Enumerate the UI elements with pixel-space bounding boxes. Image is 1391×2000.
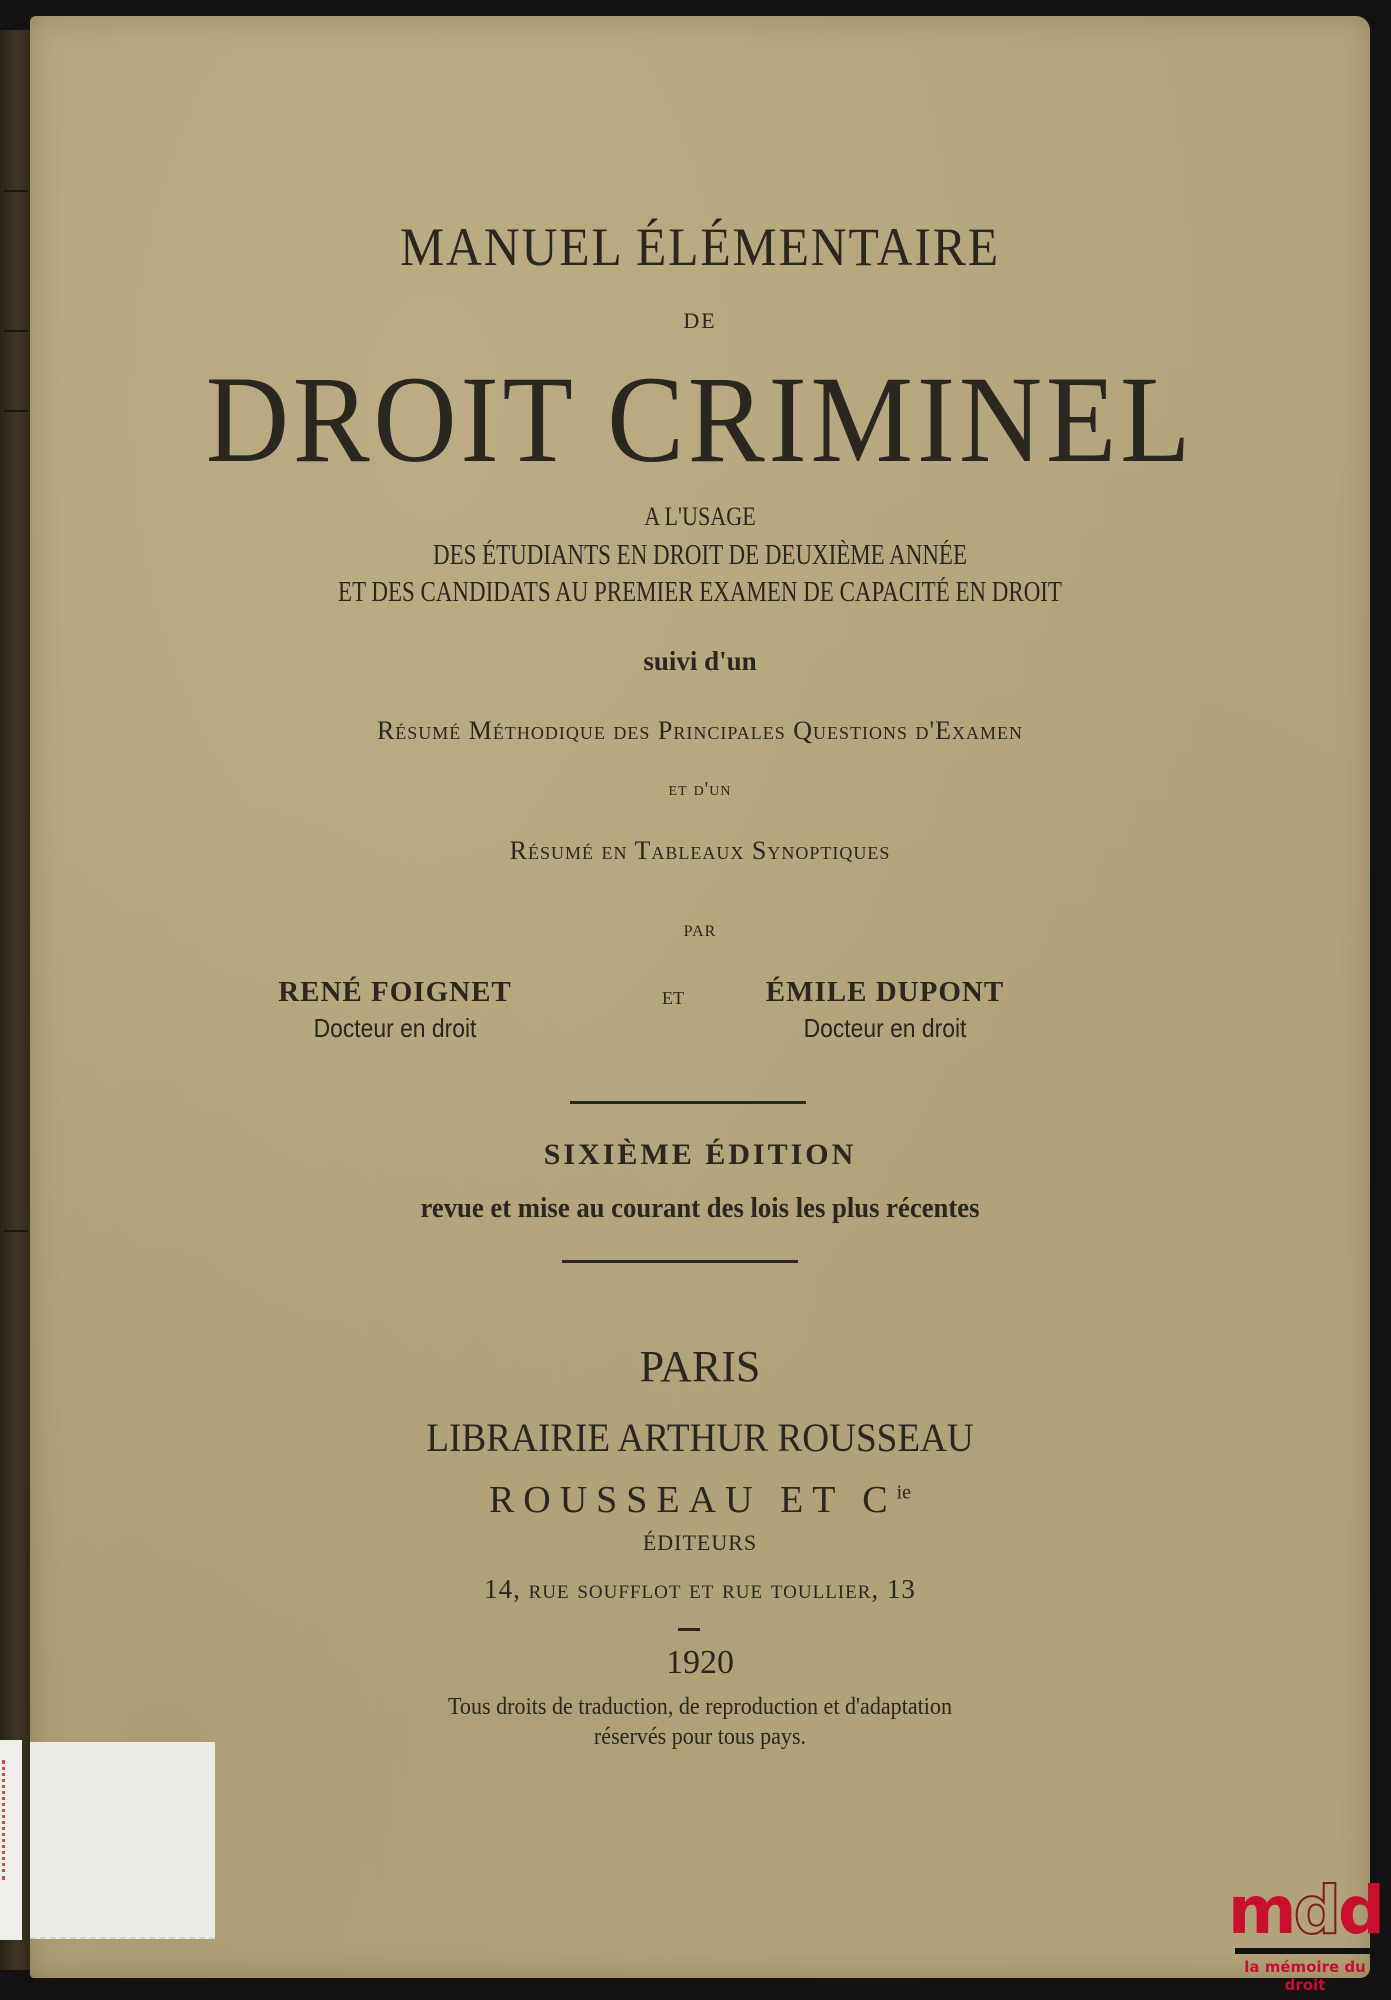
address-number: 13	[886, 1574, 916, 1604]
suivi-line: suivi d'un	[643, 646, 757, 676]
rights-notice-2: réservés pour tous pays.	[593, 1724, 807, 1750]
publication-city: PARIS	[639, 1342, 761, 1391]
spine-band	[4, 410, 28, 412]
resume-methodique: Résumé Méthodique des Principales Questions d'Examen	[376, 716, 1024, 745]
resume-tableaux: Résumé en Tableaux Synoptiques	[509, 836, 891, 865]
book-cover	[30, 16, 1370, 1978]
logo-letter: m	[1227, 1872, 1294, 1949]
title-connector: DE	[683, 308, 717, 333]
editeurs-label: ÉDITEURS	[642, 1530, 758, 1555]
publisher-address	[30, 1574, 1370, 1605]
address-number: 14,	[484, 1574, 521, 1604]
edition-label: SIXIÈME ÉDITION	[543, 1138, 857, 1171]
author-block	[225, 976, 565, 1044]
rights-notice-1: Tous droits de traduction, de reproduction et d'adaptation	[447, 1694, 952, 1720]
spine-band	[4, 190, 28, 192]
publisher-firm-text: ROUSSEAU ET C	[488, 1479, 897, 1521]
edition-note: revue et mise au courant des lois les plus récentes	[420, 1192, 980, 1224]
publisher-firm	[30, 1478, 1370, 1522]
spine-band	[4, 1230, 28, 1232]
author-name: RENÉ FOIGNET	[278, 976, 512, 1008]
logo-tagline: la mémoire du droit	[1244, 1958, 1366, 1994]
publisher-name: LIBRAIRIE ARTHUR ROUSSEAU	[426, 1415, 974, 1460]
mdd-logo-mark	[1225, 1872, 1385, 1949]
divider-rule	[570, 1101, 806, 1104]
author-title: Docteur en droit	[803, 1013, 967, 1043]
spine-band	[4, 330, 28, 332]
audience-line-2: ET DES CANDIDATS AU PREMIER EXAMEN DE CAPACITÉ EN DROIT	[338, 577, 1062, 608]
series-title: MANUEL ÉLÉMENTAIRE	[400, 217, 1000, 277]
par-line: PAR	[683, 923, 717, 940]
library-label	[30, 1742, 215, 1939]
publisher-firm-sup: ie	[896, 1481, 912, 1504]
authors-conjunction: ET	[662, 988, 684, 1008]
book-spine	[0, 30, 34, 1970]
author-block	[720, 976, 1050, 1044]
divider-rule	[562, 1260, 798, 1263]
author-name: ÉMILE DUPONT	[765, 976, 1005, 1008]
main-title: DROIT CRIMINEL	[205, 351, 1195, 488]
address-street: rue soufflot et rue toullier,	[528, 1574, 880, 1604]
library-stamp-mark	[2, 1760, 11, 1880]
publication-year: 1920	[666, 1644, 734, 1681]
logo-letter: d	[1293, 1872, 1338, 1949]
usage-line: A L'USAGE	[644, 502, 756, 531]
audience-line-1: DES ÉTUDIANTS EN DROIT DE DEUXIÈME ANNÉE	[433, 540, 967, 571]
author-title: Docteur en droit	[313, 1013, 477, 1043]
logo-letter: d	[1337, 1872, 1383, 1949]
mdd-logo	[1225, 1872, 1385, 1994]
divider-dash	[678, 1628, 700, 1631]
et-dun-line: et d'un	[668, 778, 732, 800]
